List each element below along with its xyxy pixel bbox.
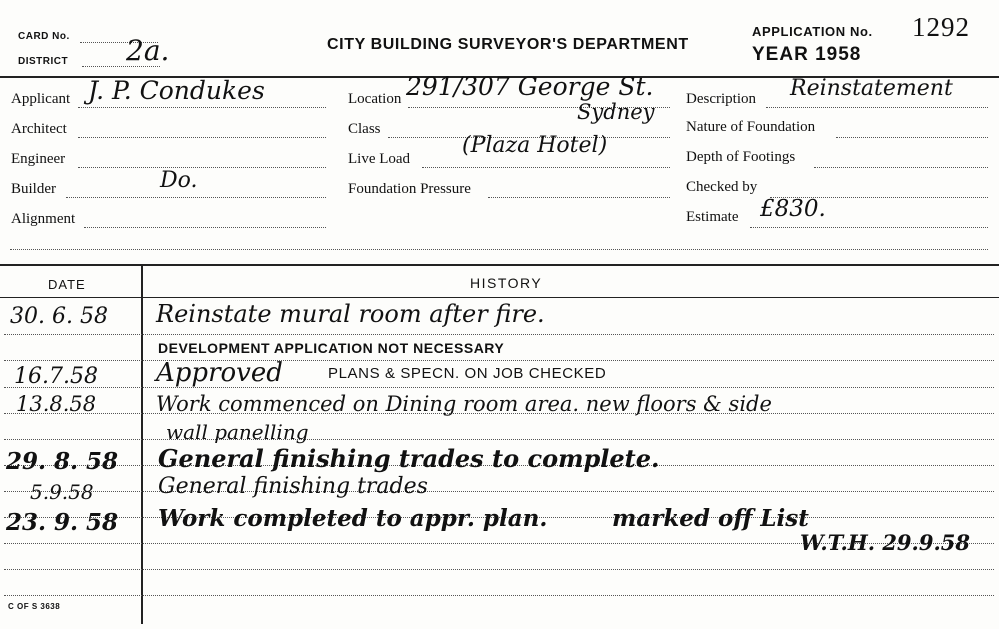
applicant-line <box>78 107 326 108</box>
depth-of-footings-line <box>814 167 988 168</box>
architect-line <box>78 137 326 138</box>
foundation-pressure-line <box>488 197 670 198</box>
history-entry-note: marked off List <box>612 505 809 532</box>
live-load-line <box>422 167 670 168</box>
class-label: Class <box>348 121 381 137</box>
history-row-line <box>4 595 994 596</box>
checked-by-label: Checked by <box>686 179 758 195</box>
date-header: DATE <box>48 277 86 292</box>
alignment-label: Alignment <box>11 211 76 227</box>
builder-line <box>66 197 326 198</box>
applicant-value: J. P. Condukes <box>88 76 265 105</box>
history-date: 16.7.58 <box>14 364 98 389</box>
alignment-line <box>84 227 326 228</box>
builder-value: Do. <box>160 168 198 193</box>
location-label: Location <box>348 91 402 107</box>
district-label: DISTRICT <box>18 56 69 67</box>
history-stamp: PLANS & SPECN. ON JOB CHECKED <box>328 365 607 382</box>
estimate-value: £830. <box>760 196 826 222</box>
live-load-label: Live Load <box>348 151 411 167</box>
history-header-rule <box>0 297 999 298</box>
history-entry: General finishing trades <box>158 474 428 499</box>
applicant-label: Applicant <box>11 91 71 107</box>
description-label: Description <box>686 91 756 107</box>
history-entry: Approved <box>156 358 283 388</box>
history-top-rule <box>0 264 999 266</box>
description-value: Reinstatement <box>790 76 953 101</box>
history-row-line <box>4 569 994 570</box>
nature-of-foundation-label: Nature of Foundation <box>686 119 816 135</box>
estimate-line <box>750 227 988 228</box>
signature: W.T.H. 29.9.58 <box>800 530 970 555</box>
history-date: 5.9.58 <box>30 480 94 504</box>
department-title: CITY BUILDING SURVEYOR'S DEPARTMENT <box>327 36 689 53</box>
history-entry: Work completed to appr. plan. <box>158 505 548 532</box>
engineer-line <box>78 167 326 168</box>
location-value: 291/307 George St. <box>406 72 654 101</box>
history-entry: Work commenced on Dining room area. new floors & side <box>156 392 772 416</box>
card-no-label: CARD No. <box>18 31 70 42</box>
foundation-pressure-label: Foundation Pressure <box>348 181 471 197</box>
district-value: 2a. <box>126 34 170 67</box>
history-row-line <box>4 439 994 440</box>
history-row-line <box>4 360 994 361</box>
history-row-line <box>4 334 994 335</box>
history-date: 29. 8. 58 <box>6 448 119 475</box>
application-no-label: APPLICATION No. <box>752 24 873 39</box>
history-entry: wall panelling <box>166 420 309 444</box>
history-entry: Reinstate mural room after fire. <box>156 300 545 328</box>
history-row-line <box>4 387 994 388</box>
date-column-divider <box>141 264 143 624</box>
application-no-value: 1292 <box>912 12 970 42</box>
history-entry: General finishing trades to complete. <box>158 444 660 473</box>
history-stamp: DEVELOPMENT APPLICATION NOT NECESSARY <box>158 340 505 356</box>
builder-label: Builder <box>11 181 56 197</box>
history-row-line <box>4 491 994 492</box>
location-value-suburb: Sydney <box>577 100 655 124</box>
nature-of-foundation-line <box>836 137 988 138</box>
history-header: HISTORY <box>470 275 543 291</box>
fields-bottom-line <box>10 249 988 250</box>
history-date: 23. 9. 58 <box>6 509 119 536</box>
estimate-label: Estimate <box>686 209 739 225</box>
history-date: 13.8.58 <box>16 392 97 416</box>
depth-of-footings-label: Depth of Footings <box>686 149 796 165</box>
architect-label: Architect <box>11 121 67 137</box>
year-label: YEAR 1958 <box>752 44 862 65</box>
history-date: 30. 6. 58 <box>10 304 108 329</box>
description-line <box>766 107 988 108</box>
live-load-value: (Plaza Hotel) <box>462 133 608 158</box>
engineer-label: Engineer <box>11 151 66 167</box>
form-code: C OF S 3638 <box>8 602 61 611</box>
